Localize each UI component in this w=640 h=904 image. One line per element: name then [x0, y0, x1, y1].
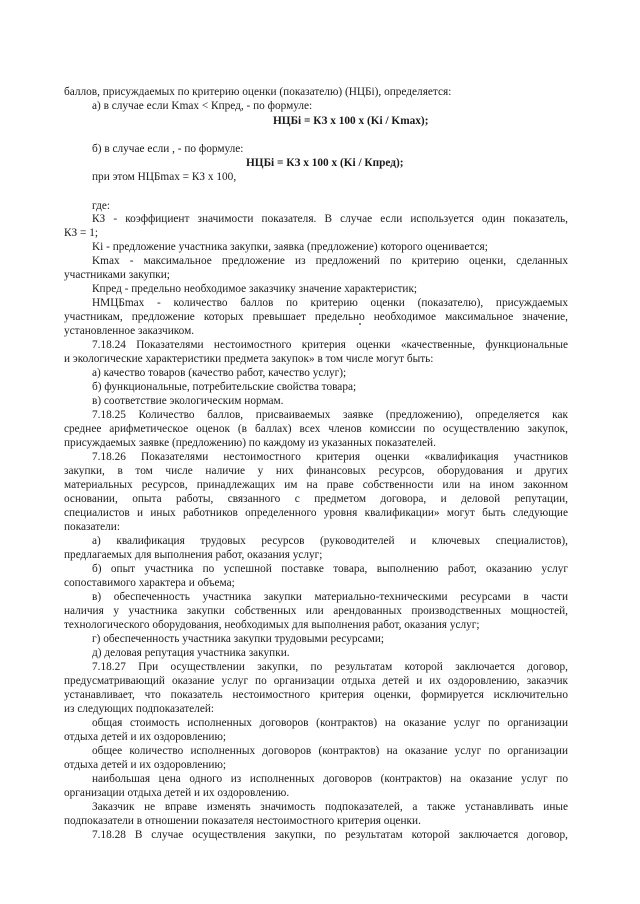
text-line: КЗ - коэффициент значимости показателя. В случае если используется один показатель, [92, 213, 568, 225]
text-line: наибольшая цена одного из исполненных договоров (контрактов) на оказание услуг по [92, 773, 568, 785]
text-line: 7.18.27 При осуществлении закупки, по результатам которой заключается договор, [92, 661, 568, 673]
text-line: при этом НЦБmax = КЗ x 100, [92, 171, 237, 183]
text-line: 7.18.24 Показателями нестоимостного критерия оценки «качественные, функциональные [92, 339, 568, 351]
formula-line: НЦБi = КЗ x 100 x (Ki / Kmax); [273, 115, 429, 127]
text-line: общее количество исполненных договоров (контрактов) на оказание услуг по организации [92, 745, 568, 757]
text-line: организации отдыха детей и их оздоровлению. [64, 787, 290, 799]
text-line: технологического оборудования, необходимых для выполнения работ, оказания услуг; [64, 619, 480, 631]
text-line: из следующих подпоказателей: [64, 703, 215, 715]
text-line: в) соответствие экологическим нормам. [92, 395, 284, 407]
text-line: предлагаемых для выполнения работ, оказания услуг; [64, 549, 323, 561]
text-line: в) обеспеченность участника закупки материально-техническими ресурсами в части [92, 591, 568, 603]
text-line: общая стоимость исполненных договоров (контрактов) на оказание услуг по организации [92, 717, 568, 729]
text-line: участниками закупки; [64, 269, 170, 281]
text-line: баллов, присуждаемых по критерию оценки (показателю) (НЦБi), определяется: [64, 86, 452, 98]
formula-line: НЦБi = КЗ x 100 x (Ki / Кпред); [246, 157, 404, 169]
text-line: и экологические характеристики предмета закупок» в том числе могут быть: [64, 353, 434, 365]
text-line: Ki - предложение участника закупки, заявка (предложение) которого оценивается; [92, 241, 488, 253]
text-line: основании, опыта работы, связанного с предметом договора, и деловой репутации, [64, 493, 568, 505]
text-line: б) опыт участника по успешной поставке товара, выполнению работ, оказанию услуг [92, 563, 568, 575]
text-line: г) обеспеченность участника закупки трудовыми ресурсами; [92, 633, 385, 645]
text-line: а) качество товаров (качество работ, качество услуг); [92, 367, 347, 379]
text-line: б) функциональные, потребительские свойства товара; [92, 381, 357, 393]
text-line: 7.18.25 Количество баллов, присваиваемых заявке (предложению), определяется как [92, 409, 568, 421]
text-line: устанавливает, что показатель нестоимостного критерия оценки, формируется исключительно [64, 689, 568, 701]
text-line: НМЦБmax - количество баллов по критерию оценки (показателю), присуждаемых [92, 297, 568, 309]
text-line: где: [92, 200, 110, 212]
text-line: Кпред - предельно необходимое заказчику значение характеристик; [92, 283, 418, 295]
text-line: Kmax - максимальное предложение из предложений по критерию оценки, сделанных [92, 255, 568, 267]
text-line: подпоказатели в отношении показателя нестоимостного критерия оценки. [64, 815, 421, 827]
text-line: участникам, предложение которых превышает предельно необходимое максимальное значение, [64, 311, 568, 323]
scan-speck [359, 323, 361, 325]
text-line: 7.18.26 Показателями нестоимостного критерия оценки «квалификация участников [92, 451, 568, 463]
text-line: наличия у участника закупки собственных или арендованных производственных мощностей, [64, 605, 568, 617]
text-line: специалистов и иных работников определенного уровня квалификации» могут быть следующие [64, 507, 568, 519]
text-line: установленное заказчиком. [64, 325, 195, 337]
text-line: сопоставимого характера и объема; [64, 577, 235, 589]
text-line: материальных ресурсов, принадлежащих им на праве собственности или на ином законном [64, 479, 568, 491]
text-line: среднее арифметическое оценок (в баллах) всех членов комиссии по осуществлению закупок, [64, 423, 568, 435]
text-line: 7.18.28 В случае осуществления закупки, по результатам которой заключается договор, [92, 829, 568, 841]
text-line: а) квалификация трудовых ресурсов (руководителей и ключевых специалистов), [92, 535, 568, 547]
text-line: а) в случае если Kmax < Кпред, - по формуле: [92, 100, 313, 112]
text-line: закупки, в том числе наличие у них финансовых ресурсов, оборудования и других [64, 465, 568, 477]
text-line: присуждаемых заявке (предложению) по каждому из указанных показателей. [64, 437, 436, 449]
text-line: б) в случае если , - по формуле: [92, 143, 244, 155]
text-line: предусматривающий оказание услуг по организации отдыха детей и их оздоровлению, заказчик [64, 675, 568, 687]
text-line: показатели: [64, 521, 120, 533]
text-line: д) деловая репутация участника закупки. [92, 647, 290, 659]
text-line: КЗ = 1; [64, 227, 99, 239]
text-line: отдыха детей и их оздоровлению; [64, 731, 227, 743]
text-line: Заказчик не вправе изменять значимость подпоказателей, а также устанавливать иные [92, 801, 568, 813]
text-line: отдыха детей и их оздоровлению; [64, 759, 227, 771]
